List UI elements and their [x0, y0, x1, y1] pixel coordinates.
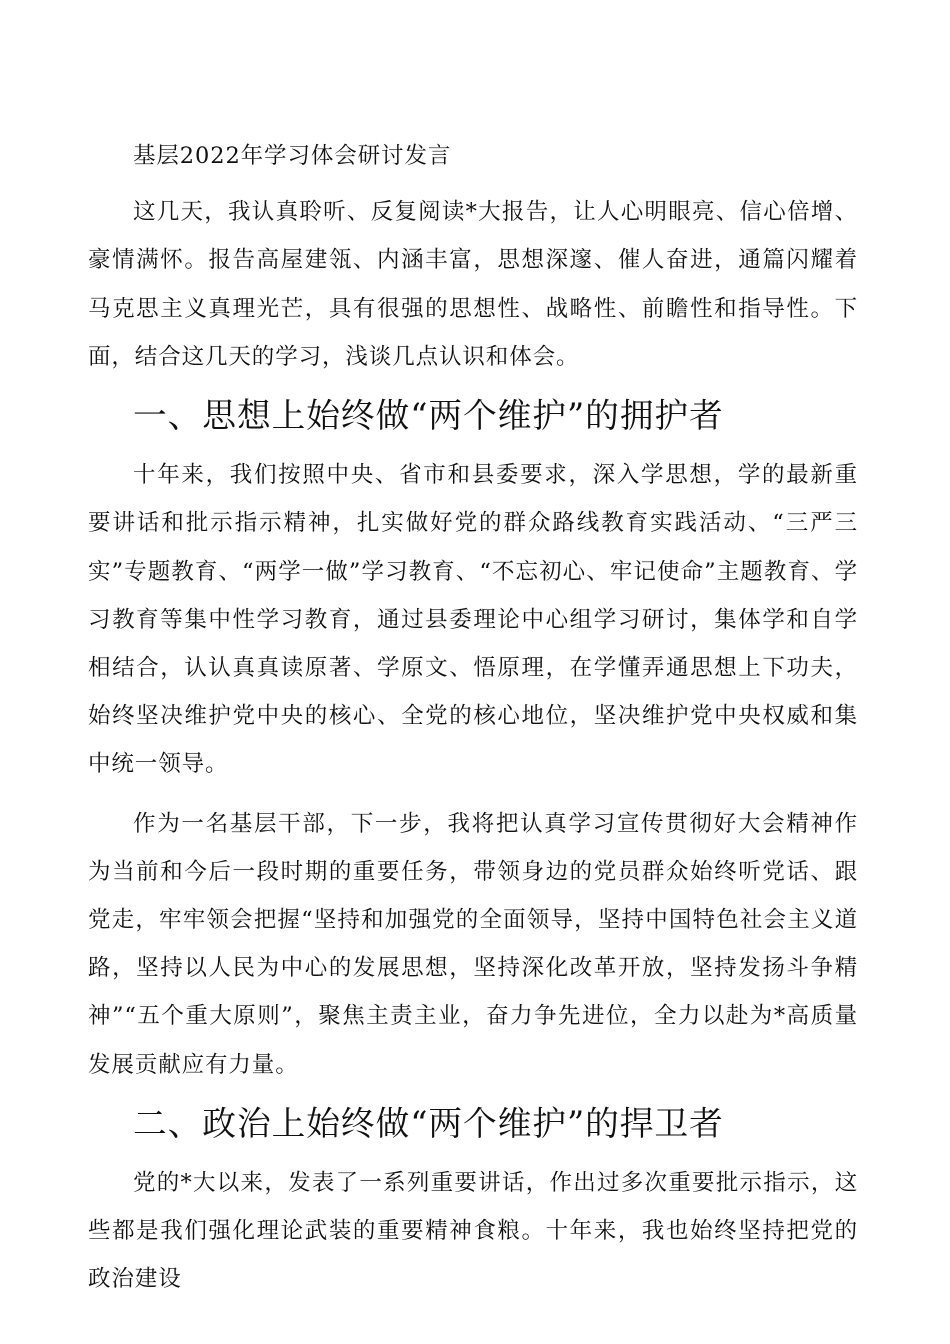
section-heading-2: 二、政治上始终做“两个维护”的捍卫者: [133, 1103, 724, 1143]
section-heading-1: 一、思想上始终做“两个维护”的拥护者: [133, 396, 724, 435]
paragraph-section1-1: 十年来，我们按照中央、省市和县委要求，深入学思想，学的最新重要讲话和批示指示精神，扎实做好党的群众路线教育实践活动、“三严三实”专题教育、“两学一做”学习教育、“不忘初心、牢记使命”主题教育、学习教育等集中性学习教育，通过县委理论中心组学习研讨，集体学和自学相结合，认认真真读原著、学原文、悟原理，在学懂弄通思想上下功夫，始终坚决维护党中央的核心、全党的核心地位，坚决维护党中央权威和集中统一领导。: [88, 462, 858, 778]
paragraph-section1-2: 作为一名基层干部，下一步，我将把认真学习宣传贯彻好大会精神作为当前和今后一段时期的重要任务，带领身边的党员群众始终听党话、跟党走，牢牢领会把握“坚持和加强党的全面领导，坚持中国特色社会主义道路，坚持以人民为中心的发展思想，坚持深化改革开放，坚持发扬斗争精神”“五个重大原则”，聚焦主责主业，奋力争先进位，全力以赴为*高质量发展贡献应有力量。: [88, 810, 858, 1078]
document-title: 基层2022年学习体会研讨发言: [133, 143, 452, 169]
document-page: [88, 132, 858, 1315]
paragraph-section2-1: 党的*大以来，发表了一系列重要讲话，作出过多次重要批示指示，这些都是我们强化理论武装的重要精神食粮。十年来，我也始终坚持把党的政治建设: [88, 1170, 858, 1293]
paragraph-intro: 这几天，我认真聆听、反复阅读*大报告，让人心明眼亮、信心倍增、豪情满怀。报告高屋建瓴、内涵丰富，思想深邃、催人奋进，通篇闪耀着马克思主义真理光芒，具有很强的思想性、战略性、前瞻性和指导性。下面，结合这几天的学习，浅谈几点认识和体会。: [88, 199, 858, 370]
